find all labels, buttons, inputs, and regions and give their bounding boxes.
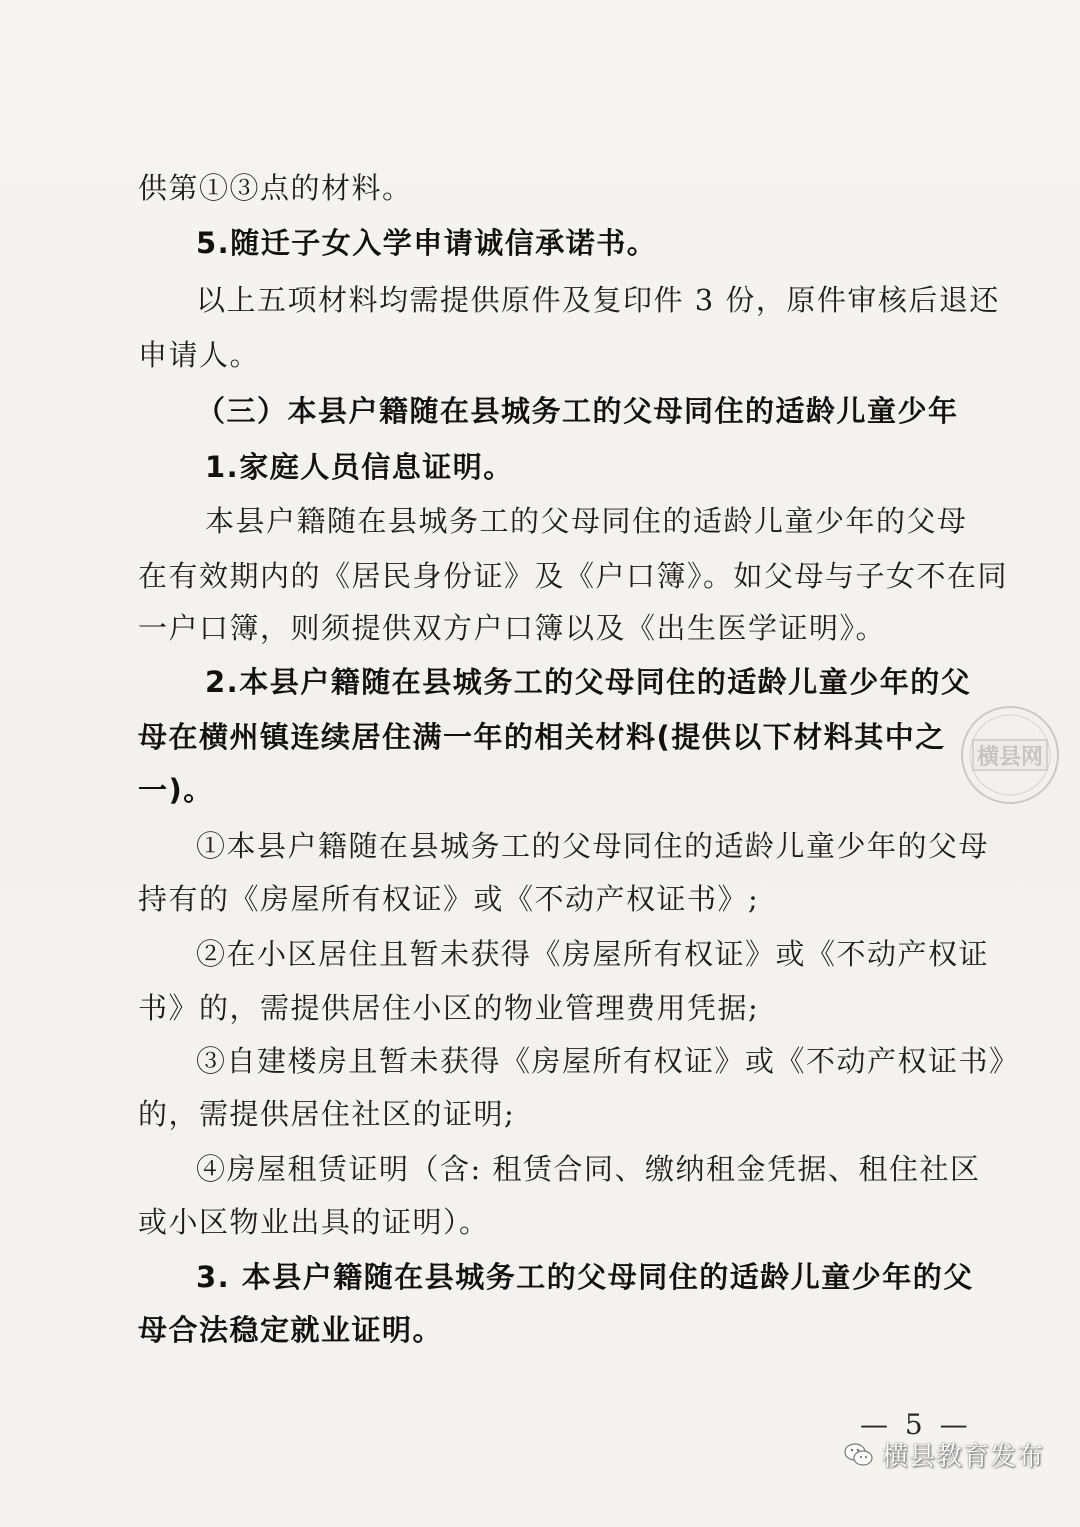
item-heading: 母合法稳定就业证明。 [138,1313,444,1347]
text-line: 本县户籍随在县城务工的父母同住的适龄儿童少年的父母 [205,504,968,538]
text-line: 或小区物业出具的证明）。 [138,1205,490,1239]
text-line: ①本县户籍随在县城务工的父母同住的适龄儿童少年的父母 [196,829,990,863]
text-line: 供第①③点的材料。 [138,171,413,205]
text-line: ②在小区居住且暂未获得《房屋所有权证》或《不动产权证 [196,937,990,971]
text-line: ③自建楼房且暂未获得《房屋所有权证》或《不动产权证书》 [196,1044,1020,1078]
item-heading: 母在横州镇连续居住满一年的相关材料(提供以下材料其中之 [138,720,946,754]
watermark-label: 横县教育发布 [882,1442,1045,1472]
text-line: 的，需提供居住社区的证明; [138,1097,516,1131]
text-line: 在有效期内的《居民身份证》及《户口簿》。如父母与子女不在同 [138,559,1009,593]
text-line: ④房屋租赁证明（含: 租赁合同、缴纳租金凭据、租住社区 [196,1152,981,1186]
text-line: 一户口簿，则须提供双方户口簿以及《出生医学证明》。 [138,611,887,645]
watermark [844,1436,1044,1473]
text-line: 以上五项材料均需提供原件及复印件 3 份，原件审核后退还 [196,283,1000,317]
item-heading: 一)。 [138,773,214,807]
page-number: — 5 — [860,1408,972,1441]
item-heading: 5.随迁子女入学申请诚信承诺书。 [196,226,658,260]
item-heading: 3. 本县户籍随在县城务工的父母同住的适龄儿童少年的父 [196,1260,974,1294]
text-line: 书》的，需提供居住小区的物业管理费用凭据; [138,991,760,1025]
wechat-icon [844,1442,874,1468]
section-heading: （三）本县户籍随在县城务工的父母同住的适龄儿童少年 [196,394,959,428]
text-line: 申请人。 [138,338,261,372]
svg-text:横县网: 横县网 [976,745,1044,770]
stamp-seal [955,700,1065,810]
text-line: 持有的《房屋所有权证》或《不动产权证书》; [138,882,760,916]
item-heading: 1.家庭人员信息证明。 [205,450,514,484]
item-heading: 2.本县户籍随在县城务工的父母同住的适龄儿童少年的父 [205,665,972,699]
